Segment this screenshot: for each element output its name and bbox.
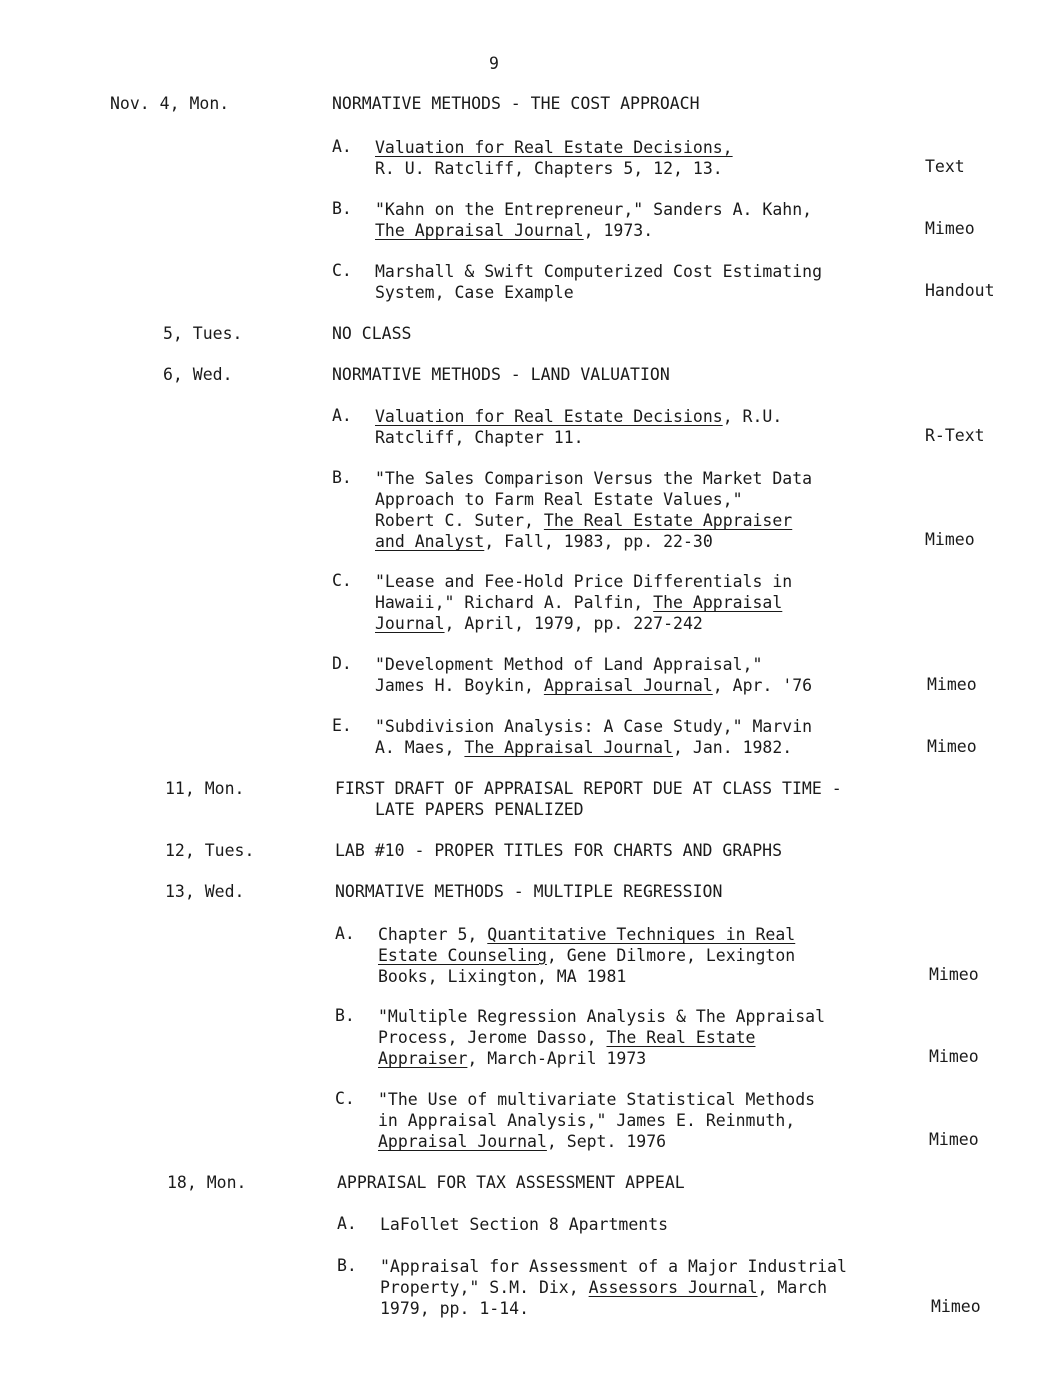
item-letter: B. bbox=[337, 1256, 357, 1275]
reading-reference bbox=[375, 137, 733, 179]
reference-line: LaFollet Section 8 Apartments bbox=[380, 1215, 669, 1234]
topic-heading-continued: LATE PAPERS PENALIZED bbox=[375, 800, 584, 819]
reference-line: "The Sales Comparison Versus the Market Data bbox=[375, 469, 813, 488]
journal-title: Appraisal Journal bbox=[378, 1132, 547, 1151]
reference-line: "Kahn on the Entrepreneur," Sanders A. Kahn, bbox=[375, 200, 813, 219]
reading-reference bbox=[380, 1256, 847, 1319]
reading-reference bbox=[375, 199, 812, 241]
date-nov-5: 5, Tues. bbox=[163, 324, 243, 343]
reference-line: 1979, pp. 1-14. bbox=[380, 1299, 530, 1318]
item-letter: B. bbox=[332, 199, 352, 218]
reference-line: "Appraisal for Assessment of a Major Industrial bbox=[380, 1257, 847, 1276]
reference-text: Robert C. Suter, bbox=[375, 511, 544, 530]
reference-text: , Sept. 1976 bbox=[546, 1132, 667, 1151]
reference-line: R. U. Ratcliff, Chapters 5, 12, 13. bbox=[375, 159, 723, 178]
reference-line: Approach to Farm Real Estate Values," bbox=[375, 490, 743, 509]
reading-reference bbox=[378, 1006, 825, 1069]
reference-text: Hawaii," Richard A. Palfin, bbox=[375, 593, 654, 612]
book-title: Valuation for Real Estate Decisions, bbox=[375, 138, 733, 157]
book-title: Valuation for Real Estate Decisions bbox=[375, 407, 723, 426]
source-type: R-Text bbox=[925, 426, 985, 445]
reading-reference bbox=[375, 654, 812, 696]
item-letter: A. bbox=[335, 924, 355, 943]
source-type: Mimeo bbox=[931, 1297, 981, 1316]
topic-heading: NO CLASS bbox=[332, 324, 412, 343]
source-type: Mimeo bbox=[927, 737, 977, 756]
journal-title: The Appraisal bbox=[653, 593, 783, 612]
page-number: 9 bbox=[489, 54, 499, 73]
reference-line: "The Use of multivariate Statistical Methods bbox=[378, 1090, 816, 1109]
reading-reference bbox=[378, 1089, 815, 1152]
journal-title: The Real Estate bbox=[606, 1028, 756, 1047]
source-type: Mimeo bbox=[929, 1130, 979, 1149]
reading-reference bbox=[375, 261, 822, 303]
source-type: Mimeo bbox=[927, 675, 977, 694]
reference-text: , Jan. 1982. bbox=[673, 738, 793, 757]
reference-text: , R.U. bbox=[722, 407, 783, 426]
item-letter: C. bbox=[332, 571, 352, 590]
item-letter: A. bbox=[337, 1214, 357, 1233]
reading-reference bbox=[380, 1214, 668, 1235]
reference-text: , Fall, 1983, pp. 22-30 bbox=[484, 532, 713, 551]
source-type: Handout bbox=[925, 281, 995, 300]
reference-line: System, Case Example bbox=[375, 283, 574, 302]
reading-reference bbox=[375, 468, 812, 552]
journal-title: The Appraisal Journal bbox=[375, 221, 584, 240]
journal-title: The Appraisal Journal bbox=[464, 738, 674, 757]
date-nov-13: 13, Wed. bbox=[165, 882, 245, 901]
reference-line: "Lease and Fee-Hold Price Differentials in bbox=[375, 572, 793, 591]
reference-text: Chapter 5, bbox=[378, 925, 488, 944]
date-nov-11: 11, Mon. bbox=[165, 779, 245, 798]
date-nov-12: 12, Tues. bbox=[165, 841, 255, 860]
reading-reference bbox=[375, 716, 812, 758]
reference-text: Property," S.M. Dix, bbox=[380, 1278, 589, 1297]
source-type: Mimeo bbox=[925, 530, 975, 549]
reference-line: Marshall & Swift Computerized Cost Estimating bbox=[375, 262, 823, 281]
reference-text: , Apr. '76 bbox=[712, 676, 813, 695]
journal-title: Appraiser bbox=[378, 1049, 468, 1068]
date-nov-4: Nov. 4, Mon. bbox=[110, 94, 230, 113]
reference-line: Books, Lixington, MA 1981 bbox=[378, 967, 627, 986]
reading-reference bbox=[375, 406, 782, 448]
reference-text: , Gene Dilmore, Lexington bbox=[546, 946, 796, 965]
source-type: Text bbox=[925, 157, 965, 176]
date-nov-18: 18, Mon. bbox=[167, 1173, 247, 1192]
book-title: Quantitative Techniques in Real bbox=[487, 925, 796, 944]
item-letter: B. bbox=[335, 1006, 355, 1025]
reference-text: , March bbox=[757, 1278, 828, 1297]
topic-heading: NORMATIVE METHODS - LAND VALUATION bbox=[332, 365, 670, 384]
reference-text: James H. Boykin, bbox=[375, 676, 544, 695]
date-nov-6: 6, Wed. bbox=[163, 365, 233, 384]
item-letter: C. bbox=[335, 1089, 355, 1108]
reference-text: Process, Jerome Dasso, bbox=[378, 1028, 607, 1047]
journal-title: Journal bbox=[375, 614, 445, 633]
reference-text: , March-April 1973 bbox=[467, 1049, 647, 1068]
reference-text: A. Maes, bbox=[375, 738, 465, 757]
source-type: Mimeo bbox=[925, 219, 975, 238]
reference-line: "Multiple Regression Analysis & The Appraisal bbox=[378, 1007, 826, 1026]
item-letter: D. bbox=[332, 654, 352, 673]
reading-reference bbox=[375, 571, 792, 634]
reference-line: Ratcliff, Chapter 11. bbox=[375, 428, 584, 447]
journal-title: Assessors Journal bbox=[588, 1278, 758, 1297]
topic-heading: NORMATIVE METHODS - THE COST APPROACH bbox=[332, 94, 700, 113]
source-type: Mimeo bbox=[929, 965, 979, 984]
reference-line: in Appraisal Analysis," James E. Reinmuth, bbox=[378, 1111, 796, 1130]
topic-heading: LAB #10 - PROPER TITLES FOR CHARTS AND GRAPHS bbox=[335, 841, 783, 860]
reference-text: , April, 1979, pp. 227-242 bbox=[444, 614, 703, 633]
reading-reference bbox=[378, 924, 795, 987]
source-type: Mimeo bbox=[929, 1047, 979, 1066]
item-letter: A. bbox=[332, 406, 352, 425]
item-letter: B. bbox=[332, 468, 352, 487]
journal-title: The Real Estate Appraiser bbox=[543, 511, 793, 530]
reference-line: "Subdivision Analysis: A Case Study," Marvin bbox=[375, 717, 813, 736]
book-title: Estate Counseling bbox=[378, 946, 547, 965]
topic-heading: NORMATIVE METHODS - MULTIPLE REGRESSION bbox=[335, 882, 723, 901]
topic-heading: FIRST DRAFT OF APPRAISAL REPORT DUE AT CLASS TIME - bbox=[335, 779, 842, 798]
topic-heading: APPRAISAL FOR TAX ASSESSMENT APPEAL bbox=[337, 1173, 685, 1192]
reference-text: , 1973. bbox=[583, 221, 654, 240]
journal-title: Appraisal Journal bbox=[543, 676, 713, 695]
item-letter: A. bbox=[332, 137, 352, 156]
reference-line: "Development Method of Land Appraisal," bbox=[375, 655, 763, 674]
item-letter: E. bbox=[332, 716, 352, 735]
item-letter: C. bbox=[332, 261, 352, 280]
journal-title: and Analyst bbox=[375, 532, 485, 551]
